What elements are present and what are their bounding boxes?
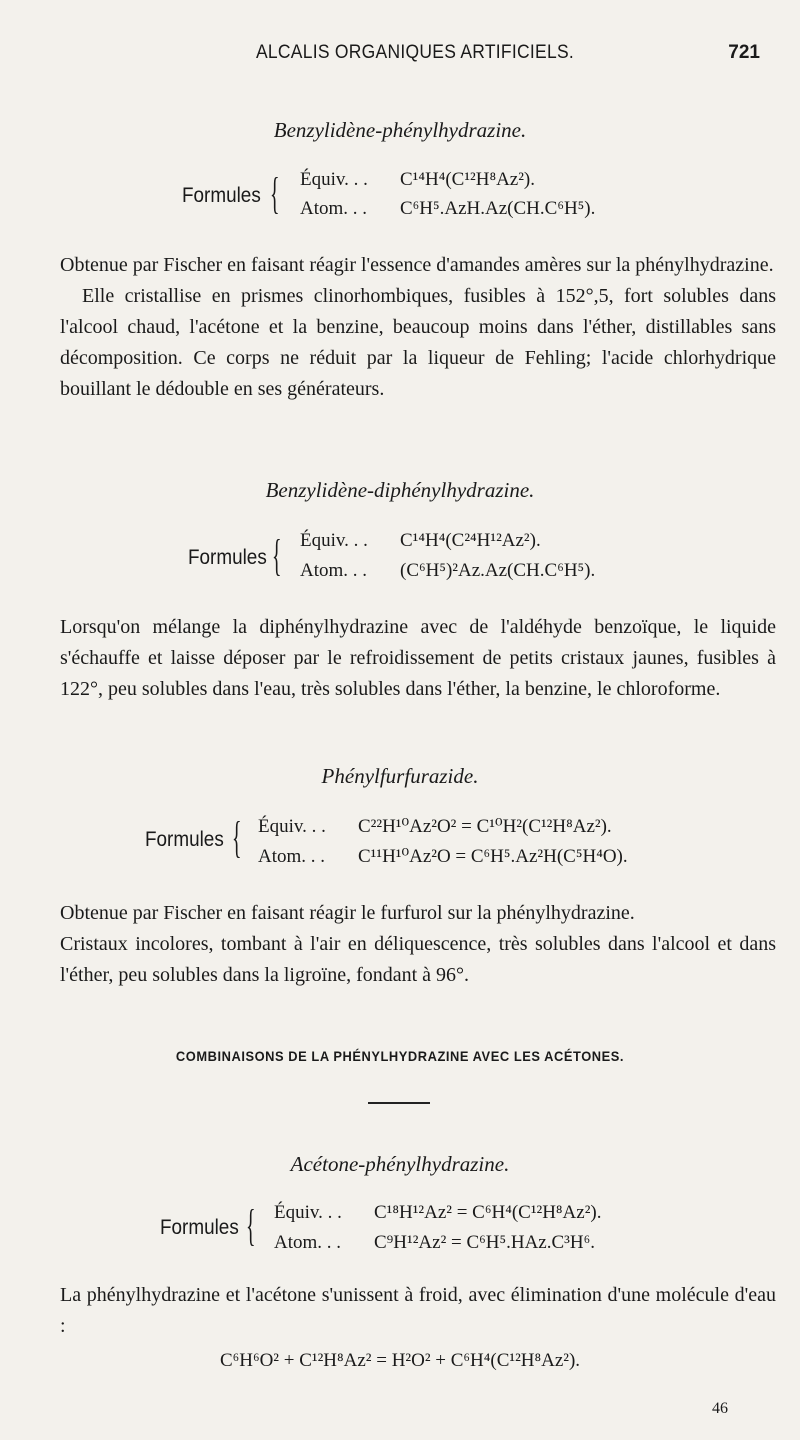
formula-equiv: Équiv. . . C¹⁴H⁴(C²⁴H¹²Az²). (300, 530, 541, 551)
section-title-acetone-phenylhydrazine: Acétone-phénylhydrazine. (290, 1152, 510, 1176)
section-text (60, 612, 776, 705)
formula-equiv: Équiv. . . C²²H¹⁰Az²O² = C¹⁰H²(C¹²H⁸Az²). (258, 816, 612, 837)
formula-atom-value: (C⁶H⁵)²Az.Az(CH.C⁶H⁵). (400, 560, 596, 581)
paragraph: Obtenue par Fischer en faisant réagir l'essence d'amandes amères sur la phénylhydrazine. (60, 254, 774, 276)
running-header (60, 38, 770, 68)
formula-label: Formules (145, 828, 224, 851)
brace-glyph: { (232, 813, 242, 862)
reaction-equation: C⁶H⁶O² + C¹²H⁸Az² = H²O² + C⁶H⁴(C¹²H⁸Az²). (219, 1350, 581, 1371)
paragraph: La phénylhydrazine et l'acétone s'unissent à froid, avec élimination d'une molécule d'eau : (60, 1284, 776, 1337)
section-title-phenylfurfurazide: Phénylfurfurazide. (321, 764, 479, 788)
formula-equiv-value: C¹⁸H¹²Az² = C⁶H⁴(C¹²H⁸Az²). (374, 1202, 602, 1223)
formula-label: Formules (188, 546, 267, 569)
formula-atom: Atom. . . C⁹H¹²Az² = C⁶H⁵.HAz.C³H⁶. (274, 1232, 595, 1253)
chapter-heading: COMBINAISONS DE LA PHÉNYLHYDRAZINE AVEC LES ACÉTONES. (175, 1048, 625, 1064)
brace-glyph: { (246, 1201, 256, 1250)
section-text (60, 1280, 776, 1342)
formula-atom: Atom. . . (C⁶H⁵)²Az.Az(CH.C⁶H⁵). (300, 560, 596, 581)
brace-glyph: { (272, 531, 282, 580)
section-title-benzylidene-phenylhydrazine: Benzylidène-phénylhydrazine. (273, 118, 527, 142)
paragraph: Obtenue par Fischer en faisant réagir le furfurol sur la phénylhydrazine. (60, 902, 635, 924)
running-title: ALCALIS ORGANIQUES ARTIFICIELS. (255, 42, 575, 63)
formula-atom-value: C⁶H⁵.AzH.Az(CH.C⁶H⁵). (400, 198, 596, 219)
formula-atom-value: C⁹H¹²Az² = C⁶H⁵.HAz.C³H⁶. (374, 1232, 595, 1253)
formula-atom: Atom. . . C¹¹H¹⁰Az²O = C⁶H⁵.Az²H(C⁵H⁴O). (258, 846, 628, 867)
signature-mark: 46 (712, 1400, 728, 1417)
formula-label: Formules (160, 1216, 239, 1239)
formula-equiv-value: C¹⁴H⁴(C²⁴H¹²Az²). (400, 530, 541, 551)
formula-equiv-value: C¹⁴H⁴(C¹²H⁸Az²). (400, 169, 536, 190)
brace-glyph: { (270, 169, 280, 218)
formula-equiv: Équiv. . . C¹⁸H¹²Az² = C⁶H⁴(C¹²H⁸Az²). (274, 1202, 602, 1223)
formula-equiv-value: C²²H¹⁰Az²O² = C¹⁰H²(C¹²H⁸Az²). (358, 816, 612, 837)
section-text (60, 250, 776, 405)
paragraph: Lorsqu'on mélange la diphénylhydrazine avec de l'aldéhyde benzoïque, le liquide s'échauffe et laisse déposer par le refroidissement de petits cristaux jaunes, fusibles à 122°, peu solubles dans l'eau, très solubles dans l'éther, la benzine, le chloroforme. (60, 616, 776, 700)
page-number: 721 (728, 42, 760, 63)
formula-equiv: Équiv. . . C¹⁴H⁴(C¹²H⁸Az²). (300, 169, 536, 190)
divider-rule (368, 1102, 430, 1104)
formula-atom-value: C¹¹H¹⁰Az²O = C⁶H⁵.Az²H(C⁵H⁴O). (358, 846, 628, 867)
formula-atom: Atom. . . C⁶H⁵.AzH.Az(CH.C⁶H⁵). (300, 198, 596, 219)
section-text (60, 898, 776, 991)
formula-label: Formules (182, 184, 261, 207)
paragraph: Elle cristallise en prismes clinorhombiques, fusibles à 152°,5, fort solubles dans l'alcool chaud, l'acétone et la benzine, beaucoup moins dans l'éther, distillables sans décomposition. Ce corps ne réduit par la liqueur de Fehling; l'acide chlorhydrique bouillant le dédouble en ses générateurs. (60, 285, 776, 400)
paragraph: Cristaux incolores, tombant à l'air en déliquescence, très solubles dans l'alcool et dans l'éther, peu solubles dans la ligroïne, fondant à 96°. (60, 933, 776, 986)
section-title-benzylidene-diphenylhydrazine: Benzylidène-diphénylhydrazine. (265, 478, 535, 502)
